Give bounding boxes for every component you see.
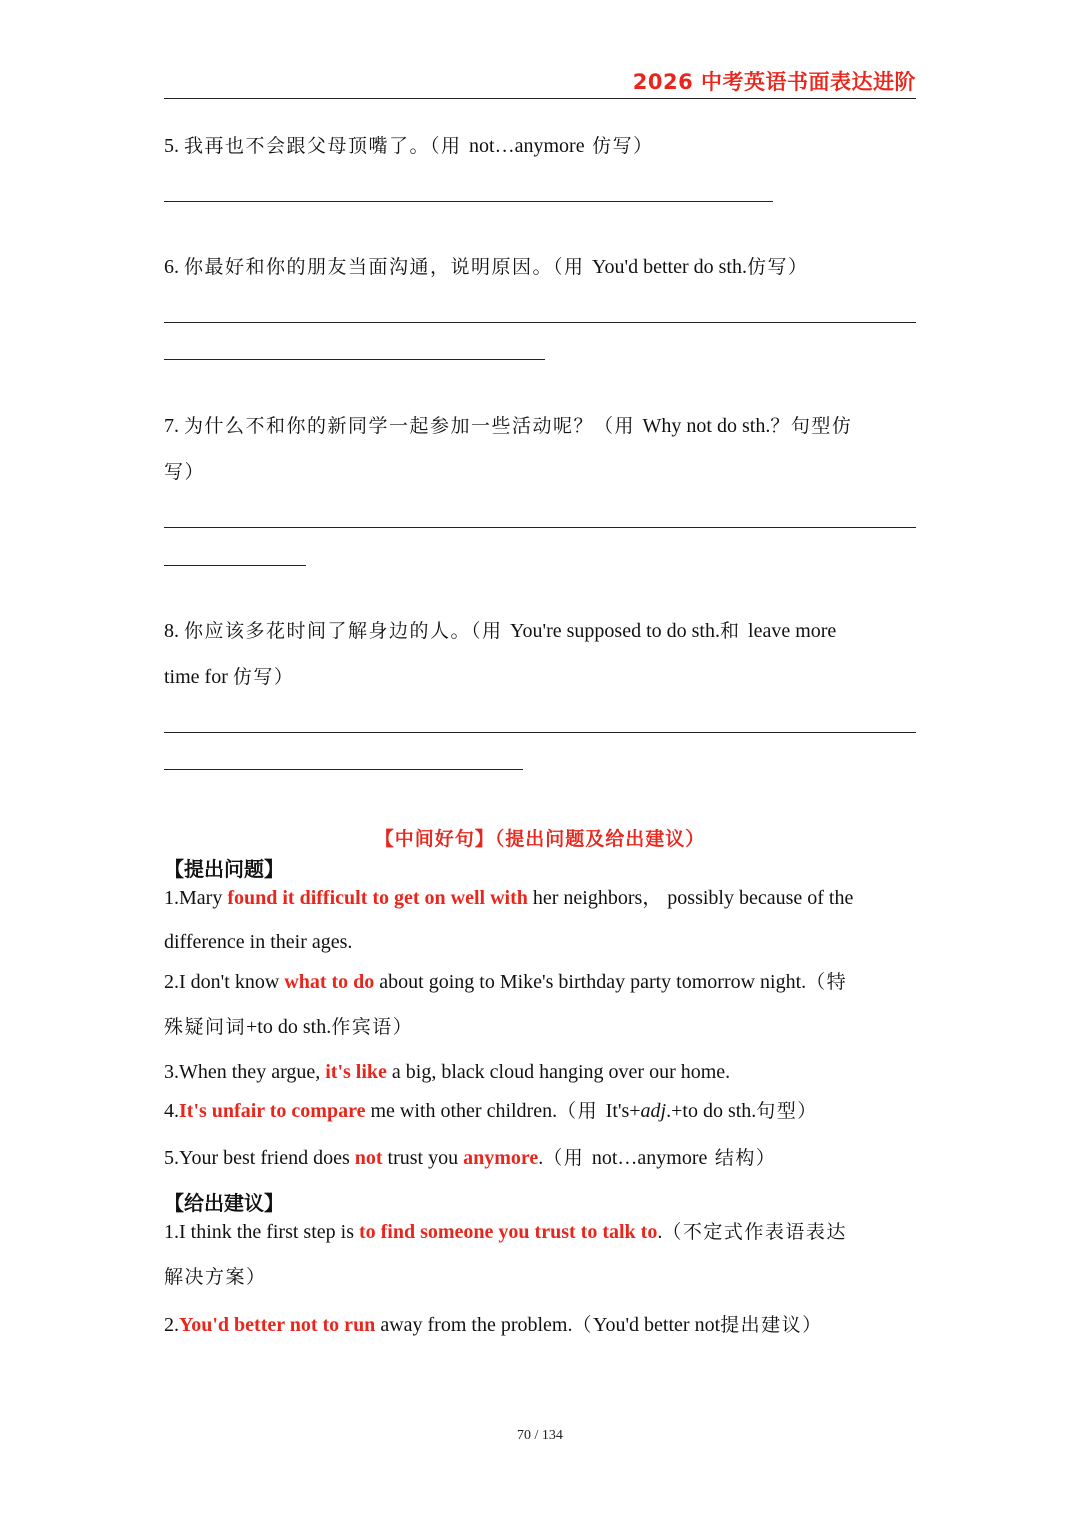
problem-4-pattern: It's+ (605, 1100, 641, 1122)
exercise-6-number: 6. (164, 256, 184, 278)
exercise-8-connector: 和 (719, 620, 749, 642)
problem-5-highlight-anymore: anymore (463, 1147, 539, 1169)
exercise-8-pattern-2-end: time for (164, 666, 233, 688)
problem-5-note-close: 结构） (707, 1147, 777, 1169)
exercise-6-pattern: You'd better do sth. (592, 256, 747, 278)
exercise-7-answer-line-2[interactable] (164, 565, 306, 566)
header-title: 2026 中考英语书面表达进阶 (632, 70, 916, 94)
problem-sentence-2 (164, 968, 847, 996)
problem-3-highlight: it's like (325, 1061, 387, 1083)
exercise-5-prompt (164, 132, 654, 160)
problem-5-period: . (538, 1147, 544, 1169)
problem-5-start: 5.Your best friend does (164, 1147, 355, 1169)
exercise-6-prompt (164, 253, 808, 281)
suggestion-sentence-1-line2 (164, 1263, 267, 1291)
exercise-7-answer-line-1[interactable] (164, 527, 916, 528)
exercise-8-prompt (164, 617, 836, 645)
problem-1-rest: her neighbors， possibly because of the (527, 887, 854, 909)
exercise-5-number: 5. (164, 135, 184, 157)
problem-4-rest: me with other children. (365, 1100, 558, 1122)
problem-3-start: 3.When they argue, (164, 1061, 326, 1083)
problem-5-middle: trust you (382, 1147, 464, 1169)
problem-5-pattern: not…anymore (591, 1147, 708, 1169)
problem-4-note-open: （用 (557, 1100, 606, 1122)
problem-2-rest: about going to Mike's birthday party tomorrow night. (374, 971, 807, 993)
exercise-5-chinese: 我再也不会跟父母顶嘴了。（用 (184, 135, 470, 157)
suggestion-2-note-close: 提出建议） (720, 1314, 823, 1336)
exercise-8-chinese: 你应该多花时间了解身边的人。（用 (184, 620, 511, 642)
problem-4-note-close: 句型） (756, 1100, 818, 1122)
problem-2-start: 2.I don't know (164, 971, 285, 993)
suggestion-1-note-end: 解决方案） (164, 1266, 267, 1288)
page-number: 70 / 134 (517, 1428, 563, 1443)
suggestion-1-start: 1.I think the first step is (164, 1221, 359, 1243)
suggestion-2-start: 2. (164, 1314, 179, 1336)
exercise-5-answer-line[interactable] (164, 201, 773, 202)
suggestion-2-pattern: You'd better not (593, 1314, 721, 1336)
problems-heading: 【提出问题】 (164, 857, 284, 881)
problem-2-note-en: +to do sth. (246, 1016, 332, 1038)
exercise-6-answer-line-2[interactable] (164, 359, 545, 360)
exercise-8-pattern-2: leave more (748, 620, 837, 642)
exercise-7-chinese: 为什么不和你的新同学一起参加一些活动呢？（用 (184, 415, 643, 437)
suggestion-2-highlight: You'd better not to run (179, 1314, 376, 1336)
problem-4-pattern-adj: adj (640, 1100, 667, 1122)
exercise-7-prompt (164, 412, 852, 440)
exercise-5-pattern: not…anymore (469, 135, 585, 157)
exercise-8-pattern: You're supposed to do sth. (510, 620, 720, 642)
exercise-8-answer-line-1[interactable] (164, 732, 916, 733)
problem-2-note: （特 (806, 971, 848, 993)
suggestion-1-period: . (657, 1221, 663, 1243)
problem-5-highlight-not: not (354, 1147, 383, 1169)
problem-4-pattern-end: .+to do sth. (666, 1100, 757, 1122)
problem-sentence-3 (164, 1058, 730, 1086)
exercise-5-instruction: 仿写） (584, 135, 654, 157)
problem-1-highlight: found it difficult to get on well with (227, 887, 528, 909)
problem-sentence-2-line2 (164, 1013, 413, 1041)
exercise-8-answer-line-2[interactable] (164, 769, 523, 770)
exercise-8-prompt-line2 (164, 663, 294, 691)
problem-sentence-4 (164, 1097, 818, 1125)
problem-1-end: difference in their ages. (164, 931, 353, 953)
problem-2-note-cn: 殊疑问词 (164, 1016, 247, 1038)
exercise-7-prompt-line2 (164, 458, 205, 486)
problem-1-start: 1.Mary (164, 887, 228, 909)
exercise-7-instruction: ？句型仿 (770, 415, 853, 437)
problem-4-start: 4. (164, 1100, 179, 1122)
header-divider (164, 98, 916, 99)
exercise-8-number: 8. (164, 620, 184, 642)
problem-2-note-end: 作宾语） (331, 1016, 414, 1038)
problem-sentence-5 (164, 1144, 776, 1172)
suggestion-1-note: （不定式作表语表达 (662, 1221, 847, 1243)
suggestion-sentence-2 (164, 1311, 823, 1339)
exercise-7-instruction-end: 写） (164, 461, 206, 483)
problem-sentence-1-line2 (164, 928, 352, 956)
problem-5-note-open: （用 (543, 1147, 592, 1169)
exercise-8-instruction: 仿写） (232, 666, 295, 688)
suggestion-2-note-open: （ (572, 1314, 593, 1336)
exercise-6-instruction: 仿写） (746, 256, 809, 278)
suggestions-heading: 【给出建议】 (164, 1191, 284, 1215)
exercise-6-chinese: 你最好和你的朋友当面沟通，说明原因。（用 (184, 256, 593, 278)
suggestion-sentence-1 (164, 1218, 847, 1246)
problem-3-rest: a big, black cloud hanging over our home. (386, 1061, 731, 1083)
suggestion-2-rest: away from the problem. (375, 1314, 573, 1336)
exercise-7-number: 7. (164, 415, 184, 437)
problem-2-highlight: what to do (284, 971, 375, 993)
suggestion-1-highlight: to find someone you trust to talk to (358, 1221, 658, 1243)
exercise-7-pattern: Why not do sth. (642, 415, 771, 437)
problem-sentence-1 (164, 884, 853, 912)
problem-4-highlight: It's unfair to compare (179, 1100, 366, 1122)
exercise-6-answer-line-1[interactable] (164, 322, 916, 323)
section-title: 【中间好句】（提出问题及给出建议） (374, 828, 706, 850)
